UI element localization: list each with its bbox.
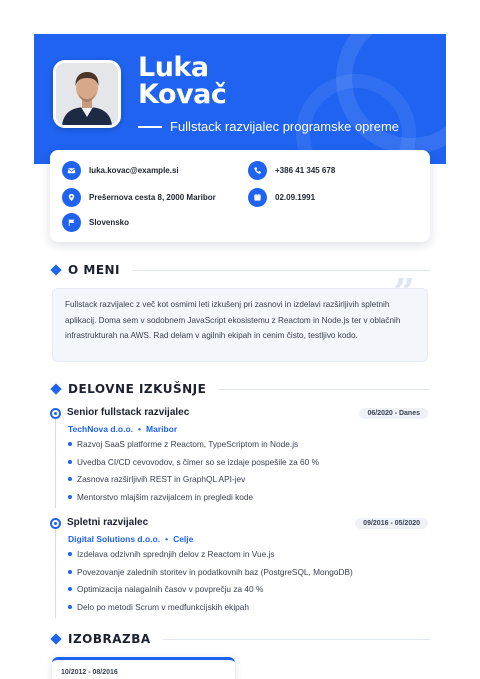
job-role: Spletni razvijalec: [67, 517, 149, 528]
job-bullet: [68, 549, 275, 559]
company-city: Celje: [173, 534, 194, 544]
bullet-text: Zasnova razširljivih REST in GraphQL API-jev: [77, 474, 246, 484]
timeline-dot-icon: [50, 408, 61, 419]
timeline-dot-icon: [50, 518, 61, 529]
about-heading-label: O MENI: [68, 263, 121, 277]
address-text: Prešernova cesta 8, 2000 Maribor: [89, 193, 216, 202]
bullet-dot-icon: [68, 570, 72, 574]
experience-heading: [50, 382, 430, 396]
job-bullet: [68, 439, 298, 449]
bullet-dot-icon: [68, 552, 72, 556]
bullet-text: Mentorstvo mlajšim razvijalcem in pregledi kode: [77, 492, 254, 502]
job-bullet: [68, 567, 353, 577]
timeline-line: [55, 418, 56, 508]
flag-icon: [62, 213, 81, 232]
contact-email[interactable]: [62, 161, 179, 180]
diamond-icon: [50, 633, 61, 644]
bullet-text: Razvoj SaaS platforme z Reactom, TypeScriptom in Node.js: [77, 439, 299, 449]
bullet-text: Delo po metodi Scrum v medfunkcijskih ekipah: [77, 602, 250, 612]
contact-card: [50, 150, 430, 242]
job-bullet: [68, 474, 245, 484]
job-bullet: [68, 457, 319, 467]
education-date: 10/2012 - 08/2016: [61, 669, 118, 676]
education-heading: [50, 632, 430, 646]
job-date-badge: 09/2016 - 05/2020: [355, 518, 428, 529]
job-bullet: [68, 492, 253, 502]
company-separator: •: [138, 424, 142, 434]
company-city: Maribor: [146, 424, 178, 434]
company-name: TechNova d.o.o.: [68, 424, 134, 434]
mail-icon: [62, 161, 81, 180]
person-name: [138, 54, 226, 108]
bullet-text: Optimizacija nalagalnih časov v povprečju za 40 %: [77, 584, 264, 594]
diamond-icon: [50, 264, 61, 275]
country-text: Slovensko: [89, 218, 130, 227]
timeline-line: [55, 528, 56, 618]
calendar-icon: [248, 188, 267, 207]
heading-rule: [218, 389, 430, 390]
email-text: luka.kovac@example.si: [89, 166, 179, 175]
contact-address: [62, 188, 216, 207]
phone-text: +386 41 345 678: [275, 166, 336, 175]
bullet-dot-icon: [68, 587, 72, 591]
company-separator: •: [165, 534, 169, 544]
education-heading-label: IZOBRAZBA: [68, 632, 151, 646]
job-company: [68, 424, 177, 434]
phone-icon: [248, 161, 267, 180]
bullet-text: Uvedba CI/CD cevovodov, s čimer so se izdaje pospešile za 60 %: [77, 457, 319, 467]
about-heading: [50, 263, 430, 277]
experience-heading-label: DELOVNE IZKUŠNJE: [68, 382, 207, 396]
title-divider: [138, 126, 162, 128]
job-bullet: [68, 602, 249, 612]
bullet-text: Izdelava odzivnih sprednjih delov z Reactom in Vue.js: [77, 549, 275, 559]
company-name: Digital Solutions d.o.o.: [68, 534, 161, 544]
last-name: Kovač: [138, 79, 227, 110]
about-text: Fullstack razvijalec z več kot osmimi leti izkušenj pri zasnovi in izdelavi razširljivih spletnih aplikacij. Doma sem v sodobnem JavaScript ekosistemu z Reactom in Node.js ter v oblačnih infrastrukturah na AWS. Rad delam v agilnih ekipah in cenim čisto, testljivo kodo.: [65, 300, 401, 340]
quote-icon: ”: [393, 270, 415, 315]
birthdate-text: 02.09.1991: [275, 193, 316, 202]
bullet-dot-icon: [68, 460, 72, 464]
diamond-icon: [50, 383, 61, 394]
bullet-dot-icon: [68, 477, 72, 481]
bullet-dot-icon: [68, 495, 72, 499]
heading-rule: [163, 639, 430, 640]
bullet-dot-icon: [68, 605, 72, 609]
job-role: Senior fullstack razvijalec: [67, 407, 190, 418]
profile-photo: [53, 60, 121, 128]
first-name: Luka: [138, 52, 209, 83]
contact-birthdate: [248, 188, 315, 207]
contact-phone[interactable]: [248, 161, 335, 180]
bullet-text: Povezovanje zalednih storitev in podatkovnih baz (PostgreSQL, MongoDB): [77, 567, 353, 577]
job-bullet: [68, 584, 263, 594]
avatar-icon: [56, 63, 118, 125]
location-icon: [62, 188, 81, 207]
job-title: Fullstack razvijalec programske opreme: [170, 119, 400, 134]
bullet-dot-icon: [68, 442, 72, 446]
job-company: [68, 534, 193, 544]
job-date-badge: 06/2020 - Danes: [359, 408, 428, 419]
heading-rule: [132, 270, 430, 271]
contact-country: [62, 213, 129, 232]
education-card: [52, 657, 235, 679]
